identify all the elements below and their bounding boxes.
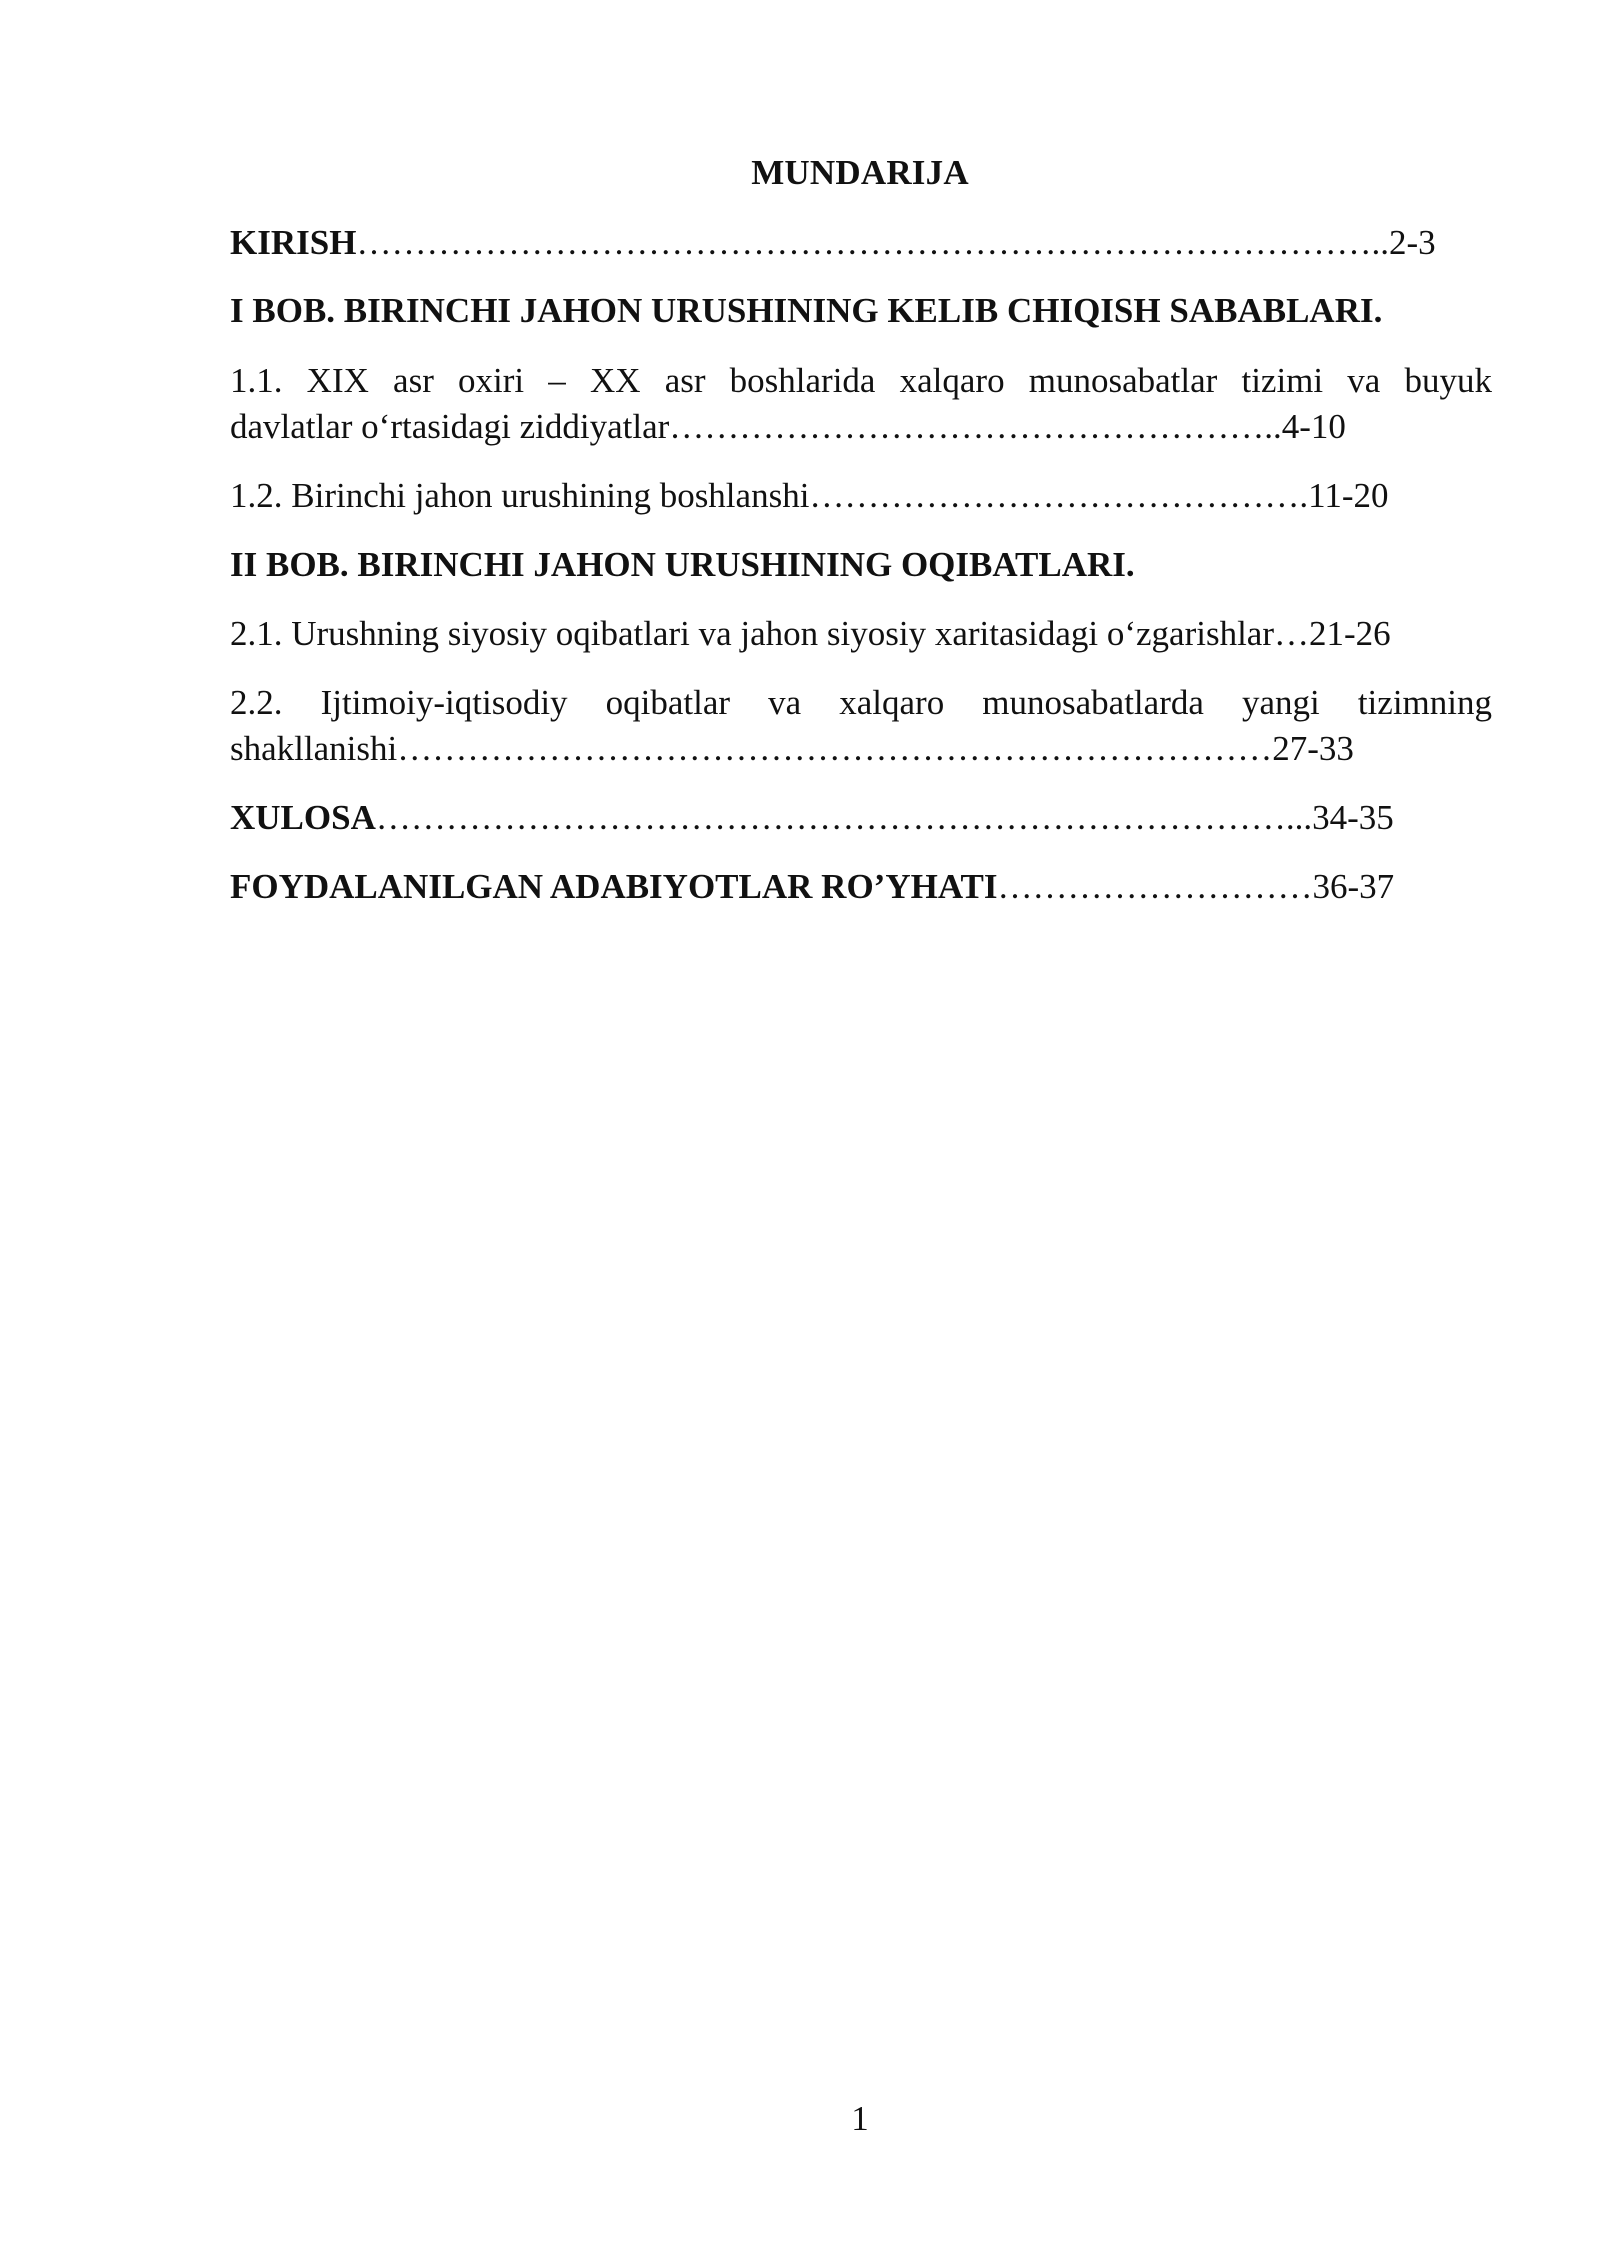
- toc-chapter-1-heading[interactable]: [230, 288, 1492, 334]
- toc-entry-2-2[interactable]: [230, 680, 1492, 772]
- toc-entry-leader: …………………………………………………………………: [397, 729, 1273, 768]
- toc-entry-pages: 34-35: [1312, 798, 1394, 837]
- toc-entry-leader: …………………………………….: [809, 476, 1309, 515]
- toc-entry-label-line2-row: [230, 726, 1492, 772]
- toc-entry-leader: ………………………: [997, 867, 1313, 906]
- toc-chapter-label: II BOB. BIRINCHI JAHON URUSHINING OQIBATLARI.: [230, 545, 1135, 584]
- toc-entry-label-line1: 1.1. XIX asr oxiri – XX asr boshlarida xalqaro munosabatlar tizimi va buyuk: [230, 361, 1492, 400]
- toc-entry-pages: 11-20: [1308, 476, 1389, 515]
- toc-entry-label-line2-row: [230, 404, 1492, 450]
- toc-chapter-2-heading[interactable]: [230, 542, 1492, 588]
- toc-entry-label: 2.1. Urushning siyosiy oqibatlari va jahon siyosiy xaritasidagi o‘zgarishlar: [230, 614, 1274, 653]
- toc-entry-conclusion[interactable]: [230, 795, 1492, 841]
- toc-entry-1-2[interactable]: [230, 473, 1492, 519]
- toc-entry-label: 1.2. Birinchi jahon urushining boshlanshi: [230, 476, 810, 515]
- toc-entry-2-1[interactable]: [230, 611, 1492, 657]
- toc-entry-label: KIRISH: [230, 223, 357, 262]
- toc-entry-label-line2: shakllanishi: [230, 729, 398, 768]
- toc-entry-pages: 36-37: [1312, 867, 1395, 906]
- toc-title: MUNDARIJA: [751, 153, 969, 192]
- toc-entry-leader: ……………………………………………………………………...: [375, 798, 1313, 837]
- page-number: 1: [851, 2099, 869, 2138]
- toc-entry-1-1[interactable]: [230, 358, 1492, 450]
- toc-entry-label-line2: davlatlar o‘rtasidagi ziddiyatlar: [230, 407, 670, 446]
- toc-entry-leader: ……………………………………………………………………………..: [356, 223, 1389, 262]
- toc-chapter-label: I BOB. BIRINCHI JAHON URUSHINING KELIB CHIQISH SABABLARI.: [230, 291, 1383, 330]
- toc-entry-bibliography[interactable]: [230, 864, 1492, 910]
- toc-entry-pages: 21-26: [1308, 614, 1391, 653]
- toc-entry-pages: 2-3: [1388, 223, 1436, 262]
- toc-entry-label: XULOSA: [230, 798, 376, 837]
- toc-entry-label: FOYDALANILGAN ADABIYOTLAR RO’YHATI: [230, 867, 998, 906]
- toc-entry-label-line1: 2.2. Ijtimoiy-iqtisodiy oqibatlar va xalqaro munosabatlarda yangi tizimning: [230, 683, 1492, 722]
- toc-entry-pages: 4-10: [1281, 407, 1346, 446]
- toc-entry-leader: …: [1273, 614, 1309, 653]
- toc-entry-leader: ……………………………………………..: [669, 407, 1282, 446]
- toc-entry-introduction[interactable]: [230, 220, 1492, 266]
- toc-entry-pages: 27-33: [1272, 729, 1354, 768]
